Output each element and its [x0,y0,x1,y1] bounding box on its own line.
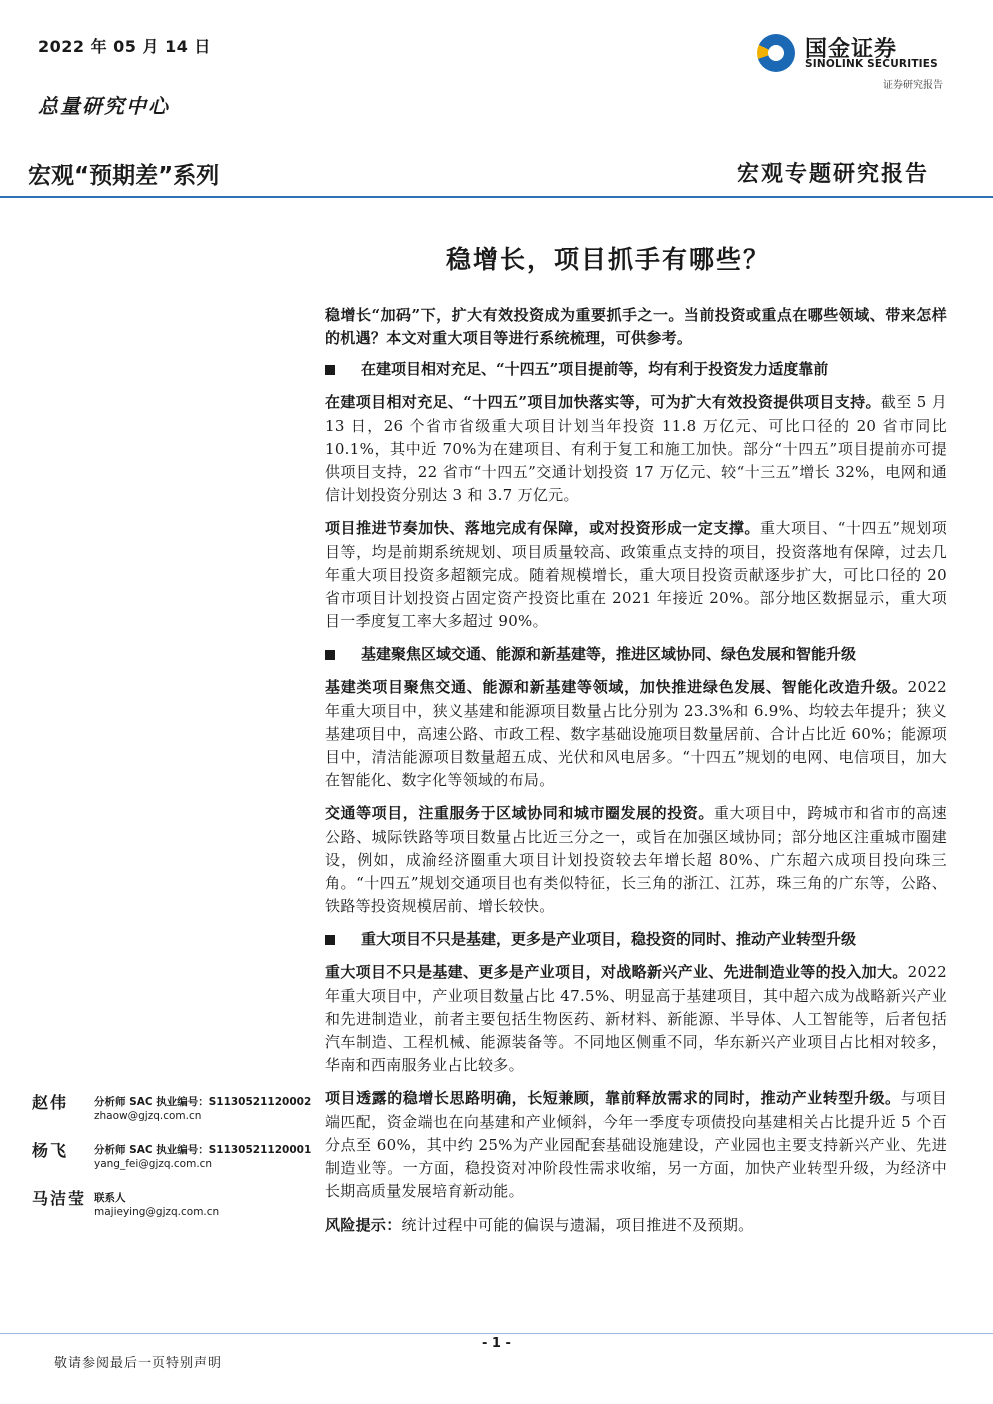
report-date: 2022 年 05 月 14 日 [38,37,211,56]
section-heading-text: 在建项目相对充足、“十四五”项目提前等，均有利于投资发力适度靠前 [361,360,829,379]
analyst-email[interactable]: yang_fei@gjzq.com.cn [94,1158,213,1170]
section-heading [325,358,947,381]
analyst-name: 马洁莹 [32,1189,87,1208]
body-paragraph [325,517,947,633]
bullet-square-icon [325,365,335,375]
report-body [325,304,947,1247]
section-heading [325,928,947,951]
report-series: 宏观“预期差”系列 [28,163,220,189]
risk-text: 统计过程中可能的偏误与遗漏，项目推进不及预期。 [401,1215,754,1234]
body-paragraph [325,391,947,507]
analyst-entry [32,1090,312,1138]
section-heading-text: 重大项目不只是基建，更多是产业项目，稳投资的同时、推动产业转型升级 [361,930,857,949]
analyst-entry [32,1186,312,1234]
paragraph-lead: 在建项目相对充足、“十四五”项目加快落实等，可为扩大有效投资提供项目支持。 [325,393,881,412]
analyst-list [32,1090,312,1234]
report-type: 宏观专题研究报告 [736,161,929,187]
body-paragraph [325,802,947,918]
report-title: 稳增长，项目抓手有哪些？ [446,245,771,274]
analyst-email[interactable]: majieying@gjzq.com.cn [94,1206,220,1218]
logo-name-cn: 国金证券 [805,37,898,62]
body-paragraph [325,676,947,792]
analyst-role: 分析师 SAC 执业编号：S1130521120002 [94,1096,312,1108]
risk-label: 风险提示： [325,1215,402,1234]
body-paragraph [325,961,947,1077]
paragraph-lead: 项目透露的稳增长思路明确，长短兼顾，靠前释放需求的同时，推动产业转型升级。 [325,1089,901,1108]
logo-name-en: SINOLINK SECURITIES [805,58,938,70]
header-divider [0,196,993,198]
department-name: 总量研究中心 [38,94,170,118]
paragraph-text: 重大项目、“十四五”规划项目等，均是前期系统规划、项目质量较高、政策重点支持的项目，投资落地有保障，过去几年重大项目投资多超额完成。随着规模增长，重大项目投资贡献逐步扩大，可比口径的 20 省市项目计划投资占固定资产投资比重在 2021 年接近 20%。部分地区数据显示，重大项目一季度复工率大多超过 90%。 [325,519,947,631]
analyst-name: 杨飞 [32,1141,69,1160]
body-paragraph [325,1087,947,1203]
paragraph-text: 截至 5 月 13 日，26 个省市省级重大项目计划当年投资 11.8 万亿元、可比口径的 20 省市同比 10.1%，其中近 70%为在建项目、有利于复工和施工加快。部分“十四五”项目提前亦可提供项目支持，22 省市“十四五”交通计划投资 17 万亿元、较“十三五”增长 32%，电网和通信计划投资分别达 3 和 3.7 万亿元。 [325,393,947,505]
paragraph-text: 与项目端匹配，资金端也在向基建和产业倾斜，今年一季度专项债投向基建相关占比提升近 5 个百分点至 60%，其中约 25%为产业园配套基础设施建设，产业园也主要支持新兴产业、先进制造业等。一方面，稳投资对冲阶段性需求收缩，另一方面，加快产业转型升级，为经济中长期高质量发展培育新动能。 [325,1089,947,1201]
bullet-square-icon [325,650,335,660]
intro-paragraph: 稳增长“加码”下，扩大有效投资成为重要抓手之一。当前投资或重点在哪些领域、带来怎样的机遇？本文对重大项目等进行系统梳理，可供参考。 [325,306,947,348]
logo-subtitle: 证券研究报告 [883,80,943,91]
paragraph-lead: 基建类项目聚焦交通、能源和新基建等领域，加快推进绿色发展、智能化改造升级。 [325,678,908,697]
paragraph-lead: 项目推进节奏加快、落地完成有保障，或对投资形成一定支撑。 [325,519,760,538]
analyst-name: 赵伟 [32,1093,69,1112]
analyst-email[interactable]: zhaow@gjzq.com.cn [94,1110,202,1122]
paragraph-lead: 重大项目不只是基建、更多是产业项目，对战略新兴产业、先进制造业等的投入加大。 [325,963,908,982]
paragraph-text: 重大项目中，跨城市和省市的高速公路、城际铁路等项目数量占比近三分之一，或旨在加强区域协同；部分地区注重城市圈建设，例如，成渝经济圈重大项目计划投资较去年增长超 80%、广东超六成项目投向珠三角。“十四五”规划交通项目也有类似特征，长三角的浙江、江苏，珠三角的广东等，公路、铁路等投资规模居前、增长较快。 [325,804,947,916]
paragraph-lead: 交通等项目，注重服务于区域协同和城市圈发展的投资。 [325,804,714,823]
analyst-role: 联系人 [94,1192,126,1204]
page-number: - 1 - [482,1336,511,1351]
section-heading-text: 基建聚焦区域交通、能源和新基建等，推进区域协同、绿色发展和智能升级 [361,645,857,664]
analyst-entry [32,1138,312,1186]
bullet-square-icon [325,935,335,945]
section-heading [325,643,947,666]
footer-divider [0,1333,993,1334]
risk-warning [325,1214,947,1237]
analyst-role: 分析师 SAC 执业编号：S1130521120001 [94,1144,312,1156]
footer-note: 敬请参阅最后一页特别声明 [54,1356,223,1371]
paragraph-text: 2022 年重大项目中，产业项目数量占比 47.5%、明显高于基建项目，其中超六成为战略新兴产业和先进制造业，前者主要包括生物医药、新材料、新能源、半导体、人工智能等，后者包括汽车制造、工程机械、能源装备等。不同地区侧重不同，华东新兴产业项目占比相对较多，华南和西南服务业占比较多。 [325,963,947,1075]
company-logo [757,32,947,92]
paragraph-text: 2022 年重大项目中，狭义基建和能源项目数量占比分别为 23.3%和 6.9%、均较去年提升；狭义基建项目中，高速公路、市政工程、数字基础设施项目数量居前、合计占比近 60%；能源项目中，清洁能源项目数量超五成、光伏和风电居多。“十四五”规划的电网、电信项目，加大在智能化、数字化等领域的布局。 [325,678,947,790]
logo-mark-icon [757,34,795,72]
